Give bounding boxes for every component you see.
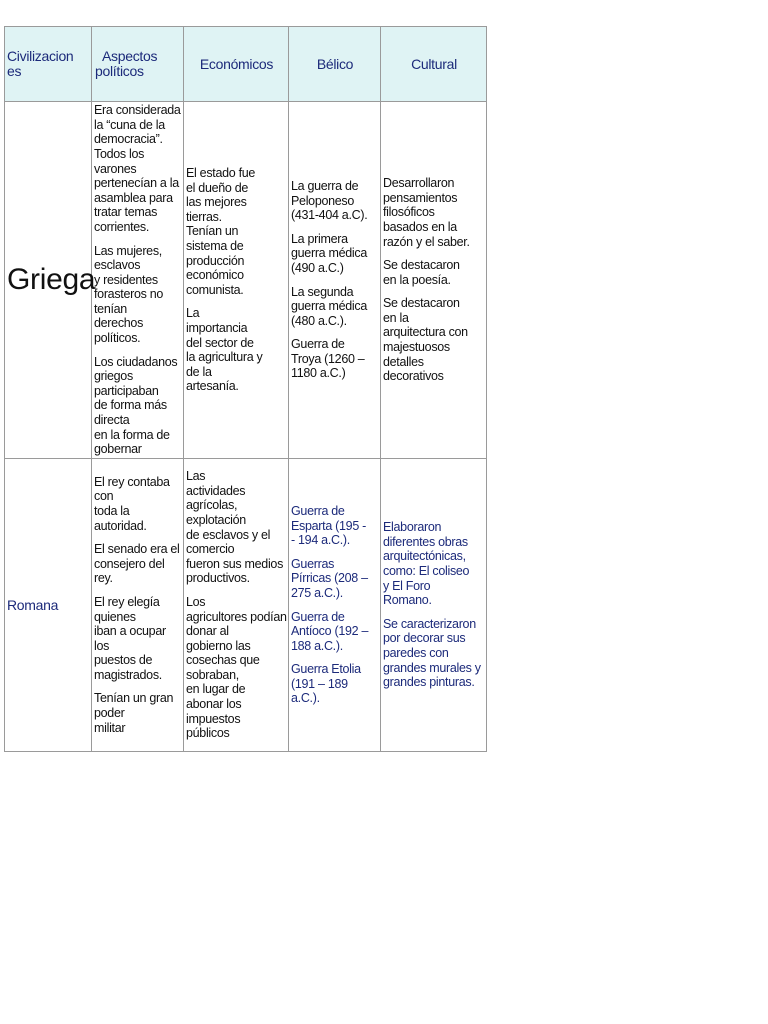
cell-line: (480 a.C.). (291, 313, 347, 328)
cell-line: Los (186, 594, 206, 609)
cell-line: Esparta (195 - (291, 518, 367, 533)
cell-line: donar al (186, 624, 229, 639)
cell-line: en la (383, 310, 409, 325)
table-row (5, 459, 487, 752)
cell-line: La primera (291, 231, 348, 246)
cell-line: directa (94, 413, 130, 428)
cell-line: en la poesía. (383, 272, 451, 287)
cell-line: derechos (94, 316, 144, 331)
cell-line: Guerra de (291, 609, 345, 624)
cell-line: filosóficos (383, 205, 435, 220)
cell-line: la “cuna de la (94, 117, 165, 132)
cell-paragraph (291, 337, 379, 381)
cell-paragraph (383, 296, 485, 384)
cell-line: guerra médica (291, 246, 368, 261)
griega-politicos-cell (92, 102, 184, 459)
cell-line: tenían (94, 301, 127, 316)
romana-cultural-cell (381, 459, 487, 752)
cell-line: explotación (186, 512, 246, 527)
cell-line: rey. (94, 571, 113, 586)
cell-line: detalles (383, 354, 424, 369)
cell-line: 188 a.C.). (291, 638, 343, 653)
cell-line: El estado fue (186, 166, 256, 181)
cell-line: 275 a.C.). (291, 585, 343, 600)
cell-paragraph (94, 103, 182, 234)
cell-line: gobernar (94, 442, 142, 457)
cell-line: El rey contaba (94, 474, 170, 489)
civilization-name-romana: Romana (5, 459, 92, 752)
cell-line: importancia (186, 320, 248, 335)
cell-line: del sector de (186, 335, 254, 350)
cell-line: La guerra de (291, 178, 359, 193)
cell-line: El senado era el (94, 542, 180, 557)
cell-paragraph (383, 520, 485, 608)
cell-paragraph (94, 475, 182, 533)
cell-line: majestuosos (383, 340, 450, 355)
cell-line: por decorar sus (383, 631, 466, 646)
cell-line: varones (94, 161, 137, 176)
cell-line: 1180 a.C.) (291, 366, 346, 381)
cell-line: pertenecían a la (94, 176, 179, 191)
cell-line: La segunda (291, 284, 354, 299)
cell-line: (490 a.C.) (291, 260, 344, 275)
cell-line: productivos. (186, 571, 250, 586)
cell-line: el dueño de (186, 180, 249, 195)
cell-line: asamblea para (94, 190, 173, 205)
cell-line: comercio (186, 542, 235, 557)
cell-line: a.C.). (291, 691, 320, 706)
cell-line: artesanía. (186, 379, 239, 394)
cell-line: cosechas que (186, 653, 260, 668)
cell-line: Guerra de (291, 503, 345, 518)
header-row (5, 27, 487, 102)
cell-line: tratar temas (94, 205, 158, 220)
cell-line: agrícolas, (186, 498, 238, 513)
header-aspectos-politicos: Aspectos políticos (92, 27, 184, 102)
cell-line: poder (94, 706, 125, 721)
cell-line: decorativos (383, 369, 444, 384)
cell-line: grandes pinturas. (383, 675, 475, 690)
cell-paragraph (291, 232, 379, 276)
cell-line: El rey elegía (94, 594, 160, 609)
cell-line: de forma más (94, 398, 167, 413)
header-civilizaciones: Civilizacion es (5, 27, 92, 102)
cell-line: los (94, 638, 110, 653)
cell-paragraph (186, 595, 287, 741)
cell-line: Los ciudadanos (94, 354, 178, 369)
cell-line: Peloponeso (291, 193, 355, 208)
cell-paragraph (186, 469, 287, 586)
cell-line: las mejores (186, 195, 247, 210)
cell-paragraph (291, 179, 379, 223)
cell-line: sistema de (186, 239, 244, 254)
cell-line: de la (186, 364, 212, 379)
cell-line: autoridad. (94, 518, 147, 533)
cell-line: guerra médica (291, 299, 368, 314)
cell-line: Desarrollaron (383, 176, 455, 191)
cell-line: arquitectónicas, (383, 549, 466, 564)
cell-line: diferentes obras (383, 534, 468, 549)
cell-line: Guerra Etolia (291, 662, 361, 677)
cell-paragraph (291, 285, 379, 329)
cell-paragraph (186, 306, 287, 394)
cell-line: puestos de (94, 653, 153, 668)
cell-line: arquitectura con (383, 325, 468, 340)
cell-line: abonar los (186, 697, 242, 712)
cell-paragraph (186, 166, 287, 297)
cell-line: Se destacaron (383, 258, 460, 273)
cell-line: Las mujeres, (94, 243, 162, 258)
table-row (5, 102, 487, 459)
cell-line: forasteros no (94, 287, 164, 302)
cell-line: y El Foro (383, 578, 431, 593)
cell-line: impuestos (186, 711, 241, 726)
cell-line: tierras. (186, 209, 222, 224)
cell-line: toda la (94, 503, 130, 518)
griega-cultural-cell (381, 102, 487, 459)
cell-paragraph (94, 244, 182, 346)
cell-line: como: El coliseo (383, 564, 470, 579)
cell-paragraph (383, 176, 485, 249)
cell-line: (431-404 a.C). (291, 208, 368, 223)
cell-line: - 194 a.C.). (291, 533, 350, 548)
cell-line: Antíoco (192 – (291, 624, 369, 639)
cell-line: democracia”. (94, 132, 163, 147)
cell-line: y residentes (94, 272, 158, 287)
cell-line: Las (186, 469, 206, 484)
griega-belico-cell (289, 102, 381, 459)
cell-paragraph (94, 542, 182, 586)
cell-line: pensamientos (383, 190, 458, 205)
cell-line: razón y el saber. (383, 234, 470, 249)
header-belico: Bélico (289, 27, 381, 102)
cell-paragraph (94, 355, 182, 457)
cell-paragraph (383, 617, 485, 690)
cell-line: iban a ocupar (94, 624, 166, 639)
cell-line: participaban (94, 383, 159, 398)
cell-line: griegos (94, 369, 133, 384)
cell-line: actividades (186, 483, 246, 498)
cell-line: producción (186, 253, 245, 268)
cell-paragraph (94, 595, 182, 683)
cell-line: en la forma de (94, 427, 170, 442)
cell-line: Guerra de (291, 337, 345, 352)
civilizations-table (4, 26, 487, 752)
cell-line: Tenían un (186, 224, 239, 239)
cell-line: la agricultura y (186, 350, 263, 365)
cell-paragraph (94, 691, 182, 735)
cell-line: quienes (94, 609, 136, 624)
cell-line: políticos. (94, 331, 141, 346)
header-economicos: Económicos (184, 27, 289, 102)
cell-line: en lugar de (186, 682, 246, 697)
cell-line: públicos (186, 726, 230, 741)
cell-line: gobierno las (186, 638, 251, 653)
cell-line: de esclavos y el (186, 527, 271, 542)
cell-line: Romano. (383, 593, 432, 608)
cell-line: Se destacaron (383, 296, 460, 311)
cell-line: Troya (1260 – (291, 351, 365, 366)
cell-line: esclavos (94, 258, 141, 273)
cell-line: fueron sus medios (186, 556, 284, 571)
cell-line: consejero del (94, 556, 165, 571)
romana-belico-cell (289, 459, 381, 752)
cell-line: paredes con (383, 645, 449, 660)
header-cultural: Cultural (381, 27, 487, 102)
romana-politicos-cell (92, 459, 184, 752)
cell-line: grandes murales y (383, 660, 481, 675)
cell-paragraph (291, 557, 379, 601)
cell-line: militar (94, 720, 126, 735)
cell-paragraph (291, 610, 379, 654)
cell-line: económico (186, 268, 244, 283)
cell-line: magistrados. (94, 667, 162, 682)
cell-line: agricultores podían (186, 609, 287, 624)
cell-line: Guerras (291, 556, 335, 571)
cell-line: Se caracterizaron (383, 616, 476, 631)
cell-line: Elaboraron (383, 520, 442, 535)
cell-paragraph (291, 662, 379, 706)
cell-line: comunista. (186, 282, 244, 297)
griega-economicos-cell (184, 102, 289, 459)
cell-line: con (94, 489, 114, 504)
cell-line: sobraban, (186, 667, 239, 682)
cell-paragraph (383, 258, 485, 287)
civilization-name-griega: Griega (5, 102, 92, 459)
cell-line: La (186, 306, 200, 321)
romana-economicos-cell (184, 459, 289, 752)
cell-line: Todos los (94, 146, 145, 161)
cell-line: Pírricas (208 – (291, 571, 368, 586)
cell-line: corrientes. (94, 219, 150, 234)
cell-line: basados en la (383, 219, 457, 234)
cell-line: (191 – 189 (291, 676, 348, 691)
cell-line: Tenían un gran (94, 691, 174, 706)
cell-paragraph (291, 504, 379, 548)
cell-line: Era considerada (94, 103, 181, 118)
